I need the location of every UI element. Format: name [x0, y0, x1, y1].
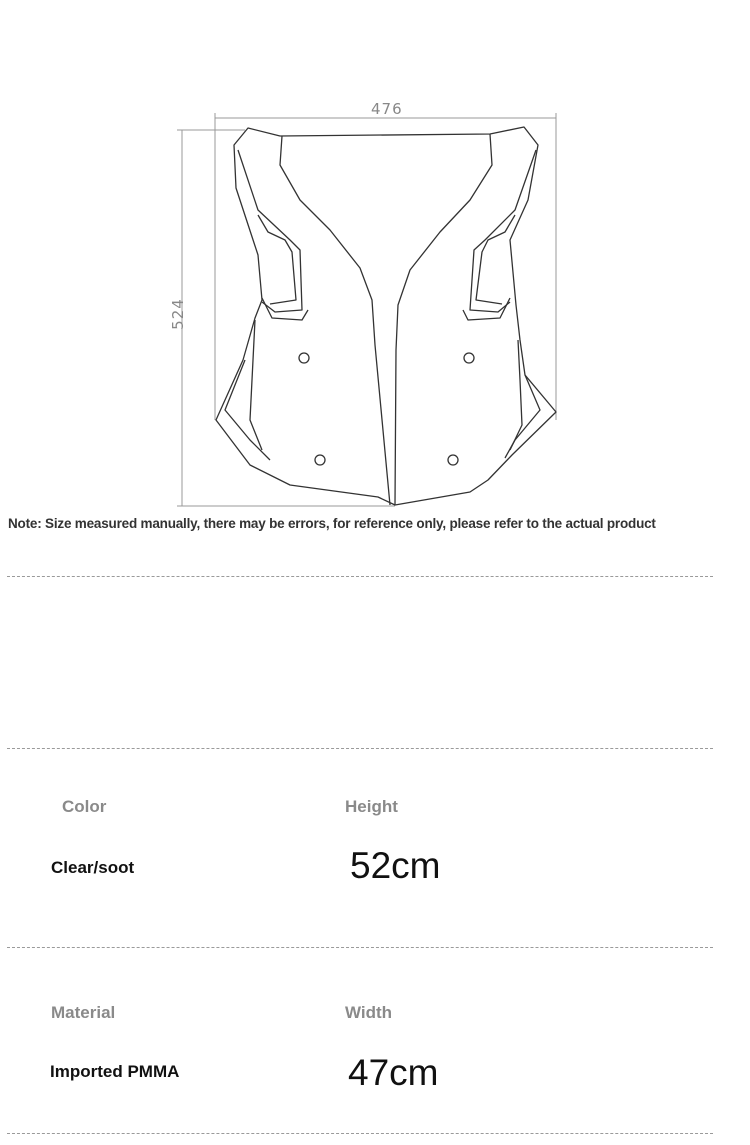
width-value: 47cm	[348, 1052, 439, 1093]
width-label: Width	[345, 1003, 393, 1022]
width-dimension-label: 476	[371, 100, 403, 118]
divider-line	[7, 748, 713, 749]
size-note: Note: Size measured manually, there may be errors, for reference only, please refer to the actual product	[8, 516, 656, 531]
divider-line	[7, 576, 713, 577]
height-value: 52cm	[350, 845, 441, 886]
windshield-outline-drawing	[0, 0, 750, 520]
divider-line	[7, 1133, 713, 1134]
height-dimension-label: 524	[169, 298, 187, 330]
material-label: Material	[51, 1003, 116, 1022]
divider-line	[7, 947, 713, 948]
windshield-diagram	[0, 0, 750, 520]
color-label: Color	[62, 797, 107, 816]
height-label: Height	[345, 797, 398, 816]
material-value: Imported PMMA	[50, 1062, 180, 1081]
color-value: Clear/soot	[51, 858, 135, 877]
